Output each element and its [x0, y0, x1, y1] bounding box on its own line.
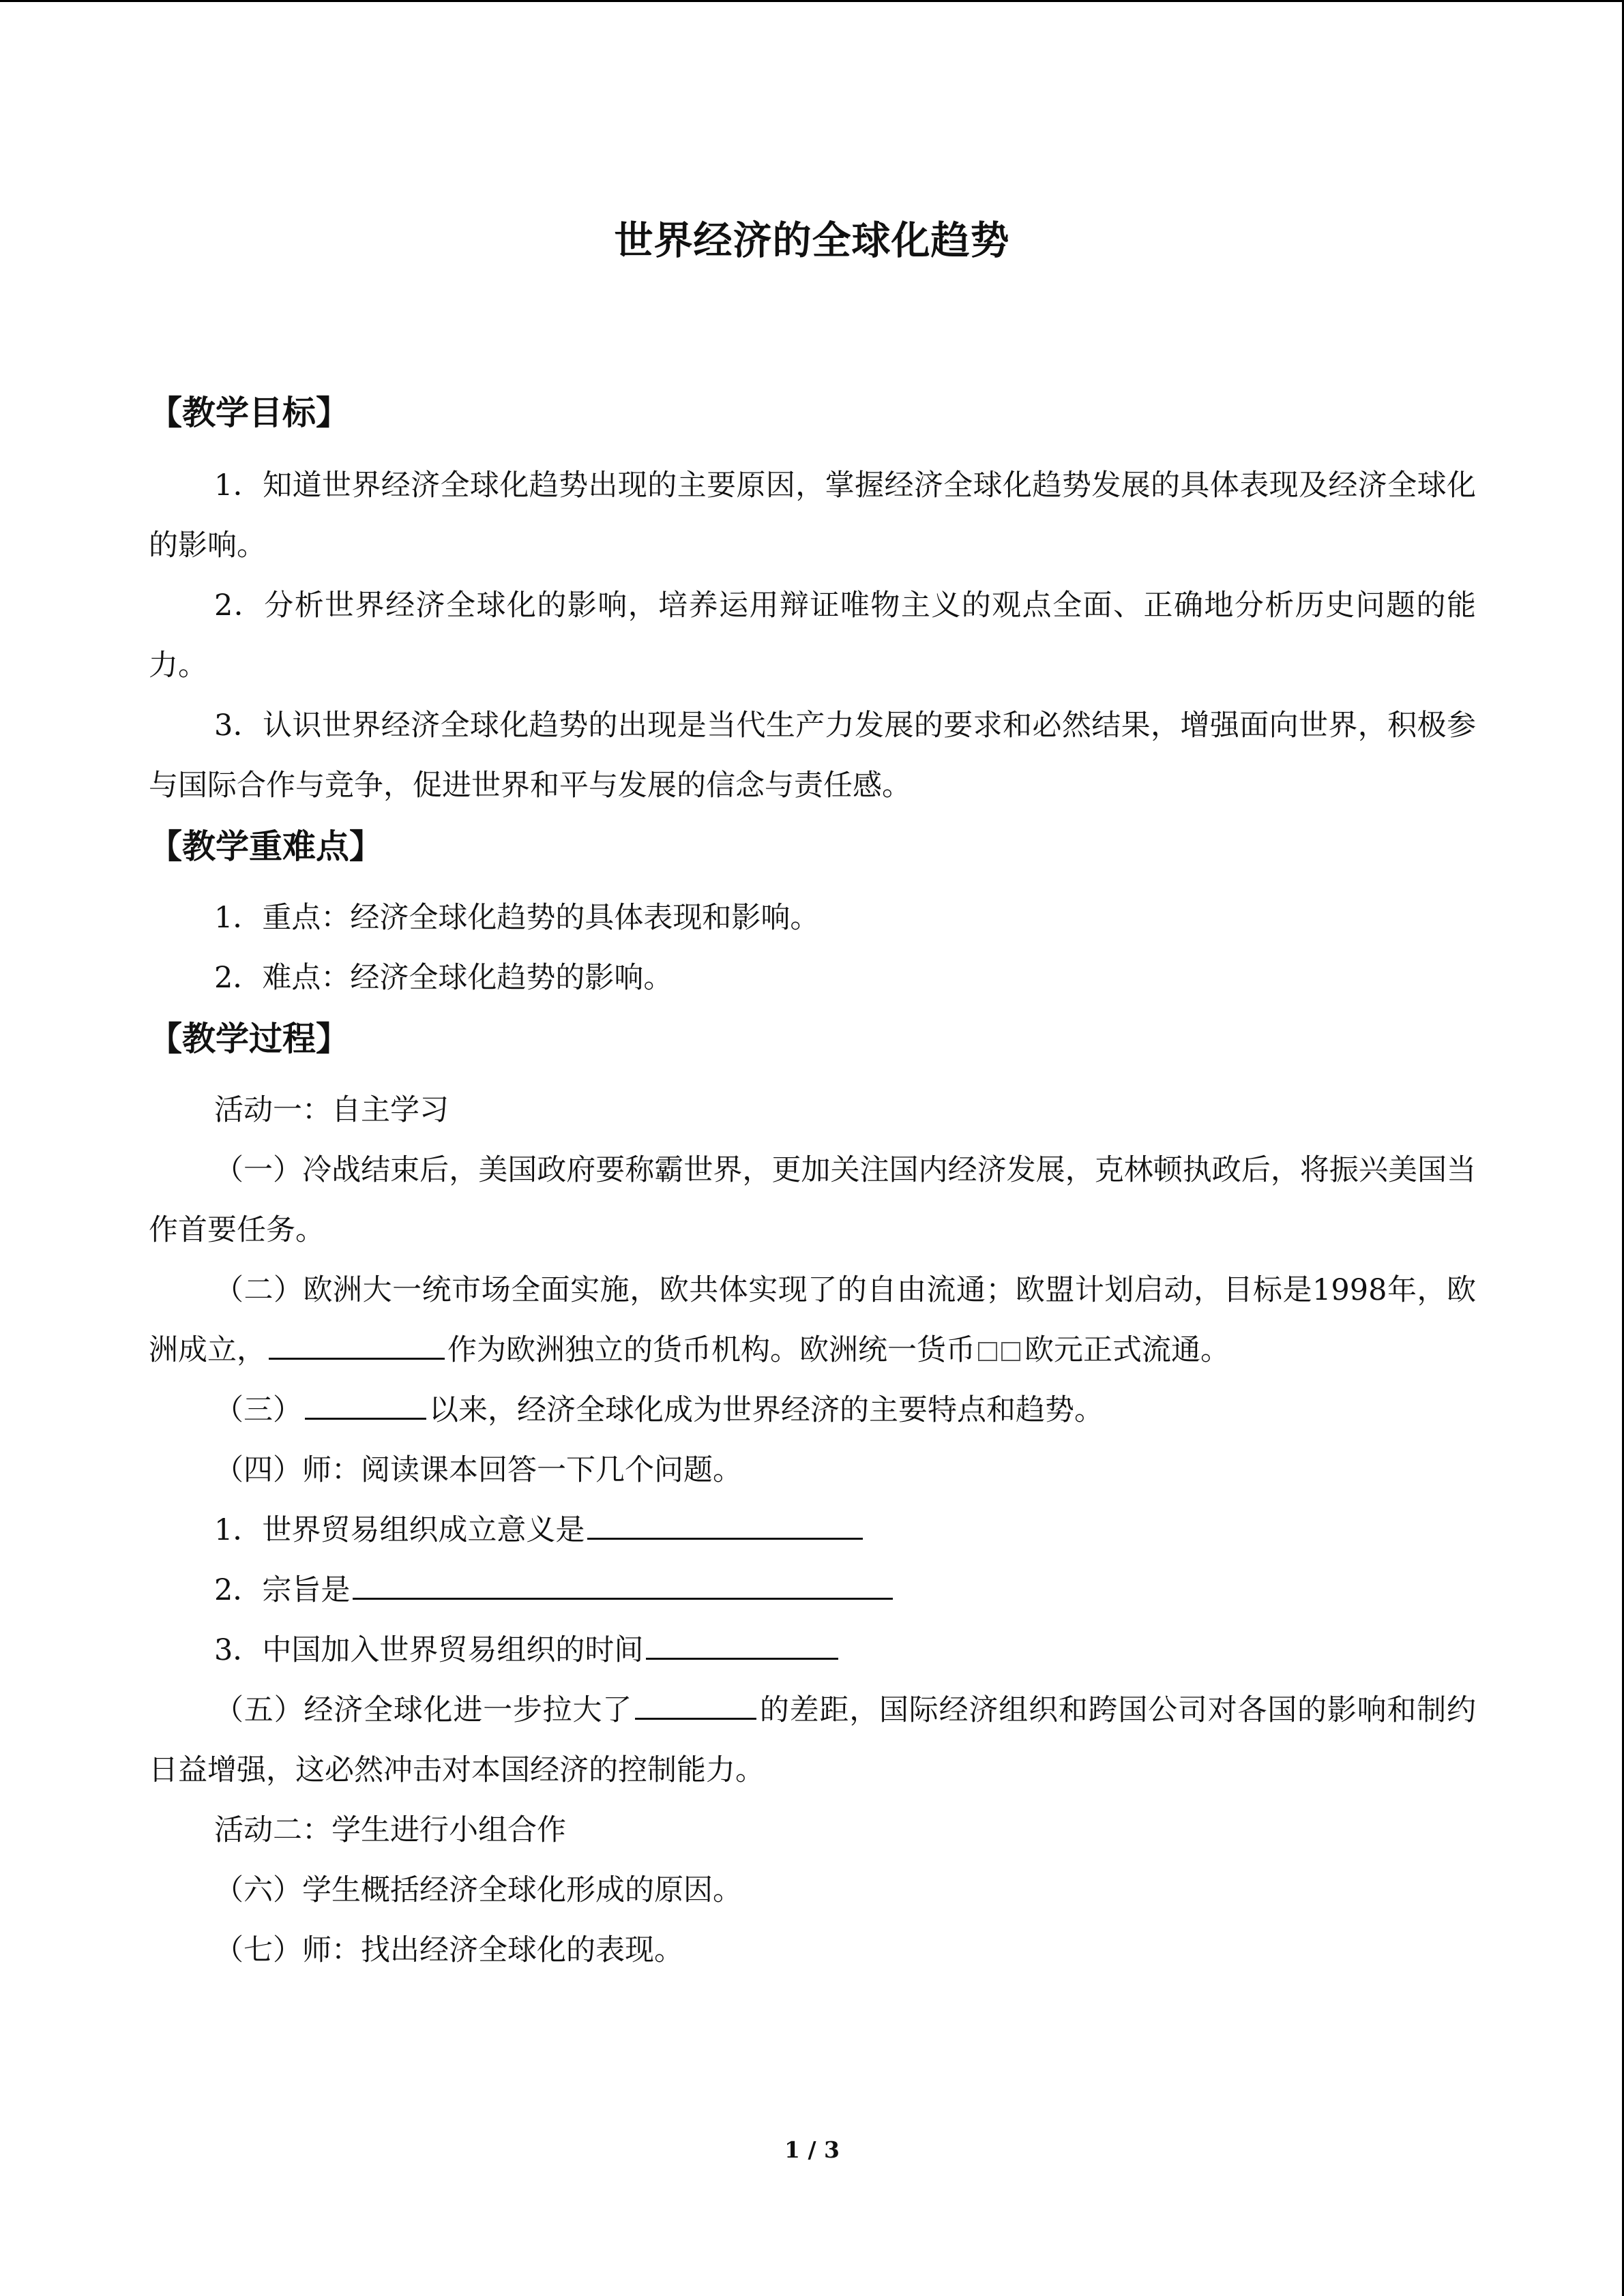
fill-blank-wto-significance[interactable]	[587, 1508, 863, 1540]
process-paragraph-5	[149, 1680, 1476, 1800]
fill-blank-era[interactable]	[305, 1388, 426, 1420]
process-paragraph-6: （六）学生概括经济全球化形成的原因。	[214, 1873, 742, 1907]
process-paragraph-5-text-b: 的差距，国际经济组织和跨国公司对各国的影响和制约日益增强，这必然冲击对本国经济的控制能力。	[149, 1693, 1477, 1787]
page-number: 1 / 3	[784, 2136, 840, 2163]
question-3-text: 3．中国加入世界贸易组织的时间	[214, 1633, 644, 1667]
goal-item-3: 3．认识世界经济全球化趋势的出现是当代生产力发展的要求和必然结果，增强面向世界，积极参与国际合作与竞争，促进世界和平与发展的信念与责任感。	[149, 709, 1476, 803]
goal-item-2: 2．分析世界经济全球化的影响，培养运用辩证唯物主义的观点全面、正确地分析历史问题的能力。	[149, 588, 1476, 683]
section-heading-goals: 【教学目标】	[149, 393, 350, 432]
keypoint-item-1: 1．重点：经济全球化趋势的具体表现和影响。	[214, 901, 820, 935]
fill-blank-gap[interactable]	[635, 1688, 756, 1720]
process-paragraph-3-text-a: （三）	[214, 1393, 302, 1427]
question-3	[149, 1620, 1476, 1680]
fill-blank-ecb[interactable]	[269, 1328, 445, 1360]
goal-item-1: 1．知道世界经济全球化趋势出现的主要原因，掌握经济全球化趋势发展的具体表现及经济全球化的影响。	[149, 468, 1476, 563]
process-paragraph-5-text-a: （五）经济全球化进一步拉大了	[214, 1693, 633, 1727]
fill-blank-china-wto-date[interactable]	[646, 1628, 838, 1660]
question-2-text: 2．宗旨是	[214, 1573, 351, 1607]
missing-glyph-box	[978, 1342, 997, 1361]
process-paragraph-2-text-a: （二）欧洲大一统市场全面实施，欧共体实现了的自由流通；欧盟计划启动，目标是1998年，欧洲成立，	[149, 1273, 1476, 1367]
page-title: 世界经济的全球化趋势	[614, 218, 1010, 263]
keypoint-item-2: 2．难点：经济全球化趋势的影响。	[214, 961, 673, 995]
process-paragraph-1: （一）冷战结束后，美国政府要称霸世界，更加关注国内经济发展，克林顿执政后，将振兴美国当作首要任务。	[149, 1153, 1476, 1247]
process-paragraph-2-text-c: 欧元正式流通。	[1024, 1333, 1230, 1367]
process-paragraph-3	[149, 1380, 1476, 1440]
missing-glyph-box	[1001, 1342, 1020, 1361]
document-body	[149, 382, 1476, 1980]
activity-one-label: 活动一：自主学习	[214, 1093, 449, 1127]
activity-two-label: 活动二：学生进行小组合作	[214, 1813, 566, 1847]
section-heading-process: 【教学过程】	[149, 1019, 350, 1058]
section-heading-keypoints: 【教学重难点】	[149, 827, 383, 866]
fill-blank-wto-purpose[interactable]	[353, 1568, 893, 1600]
process-paragraph-3-text-b: 以来，经济全球化成为世界经济的主要特点和趋势。	[429, 1393, 1104, 1427]
process-paragraph-4: （四）师：阅读课本回答一下几个问题。	[214, 1453, 742, 1487]
question-2	[149, 1560, 1476, 1620]
process-paragraph-7: （七）师：找出经济全球化的表现。	[214, 1933, 683, 1967]
process-paragraph-2	[149, 1260, 1476, 1380]
process-paragraph-2-text-b: 作为欧洲独立的货币机构。欧洲统一货币	[447, 1333, 975, 1367]
question-1	[149, 1500, 1476, 1560]
question-1-text: 1．世界贸易组织成立意义是	[214, 1513, 585, 1547]
